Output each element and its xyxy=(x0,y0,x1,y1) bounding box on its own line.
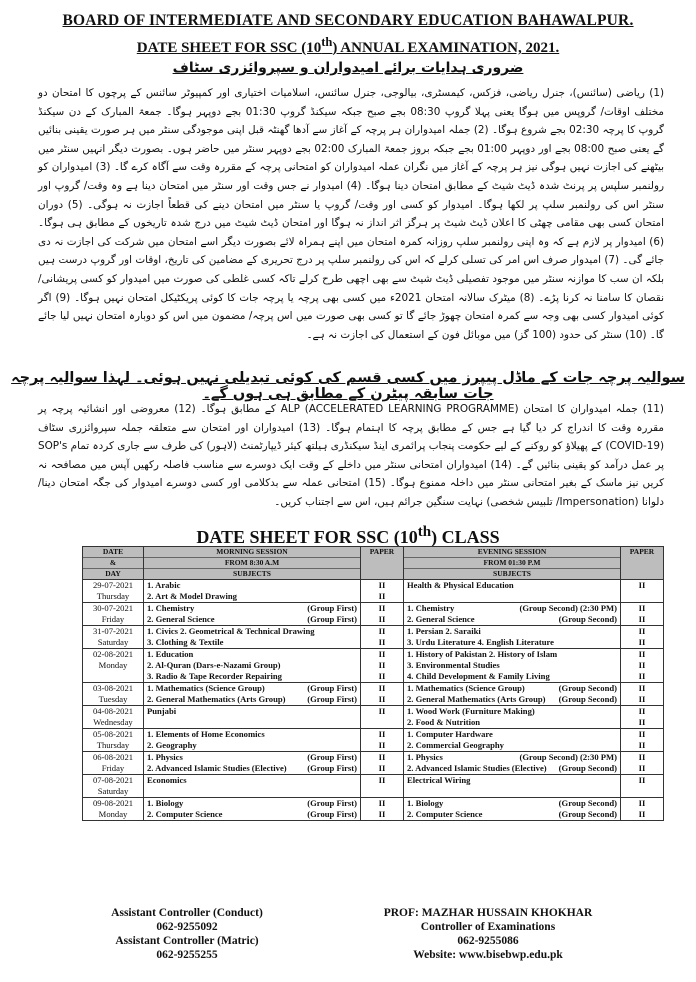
table-row xyxy=(83,729,664,752)
mp-paper-cell xyxy=(361,752,404,775)
subject-name: 1. Education xyxy=(147,649,194,659)
table-row xyxy=(83,798,664,821)
date-cell xyxy=(83,683,144,706)
paper-number: II xyxy=(378,809,386,819)
subject-name: 2. General Mathematics (Arts Group) xyxy=(407,694,546,704)
paper-number: II xyxy=(638,614,646,624)
paper-number: II xyxy=(378,798,386,808)
subject-line xyxy=(407,798,617,809)
mp-paper-cell xyxy=(361,580,404,603)
group-label: (Group Second) xyxy=(558,763,617,773)
subject-name: 2. Advanced Islamic Studies (Elective) xyxy=(147,763,287,773)
subject-line xyxy=(147,729,357,740)
date-cell xyxy=(83,649,144,683)
instructions-text: (1) ریاضی (سائنس)، جنرل ریاضی، فزکس، کیمسٹری، بیالوجی، جنرل سائنس، اسلامیات اختیاری اور کمپیوٹر سائنس کے پرچوں کا امتحان دو مختلف اوقات/ گروپس میں ہوگا یعنی پہلا گروپ 08:30 بجے صبح جبکہ سیکنڈ گروپ 01:30 بجے دوپہر ہوگا۔ جمعۃ المبارک کے دن سیکنڈ گروپ کا پرچہ 02:30 بجے شروع ہوگا۔ (2) جملہ امیدواران ہر پرچہ کے آغاز سے آدھا گھنٹہ قبل اپنی موجودگی سنٹر میں ہر صورت یقینی بنائیں گے یعنی صبح 08:00 بجے اور دوپہر 01:00 بجے جبکہ بروز جمعۃ المبارک 02:00 بجے دوپہر سنٹر میں حاضر ہوں۔ بصورت دیگر انہیں سنٹر میں بیٹھنے کی اجازت نہیں ہوگی نیز ہر پرچہ کے آغاز میں نگران عملہ امیدواران کو امتحانی پرچہ کے مقررہ وقت سے آگاہ کرے گا۔ (3) امیدواران کو رولنمبر سلپس پر پرنٹ شدہ ڈیٹ شیٹ کے مطابق امتحان دینا ہوگا۔ (4) امیدوار نے جس وقت اور سنٹر میں امتحان دینا ہے وہ وقت/ گروپ اور سنٹر اس کی رولنمبر سلپ پر لکھا ہوگا۔ امیدوار کو کسی اور وقت/ گروپ یا سنٹر میں امتحان دینے کی قطعاً اجازت نہ ہوگی۔ (5) دوران امتحان کسی بھی مقامی چھٹی کا اعلان ڈیٹ شیٹ پر ہرگز اثر انداز نہ ہوگا اور امتحان ڈیٹ شیٹ میں درج شدہ تاریخوں کے مطابق ہی ہوگا۔ (6) امیدوار پر لازم ہے کہ وہ اپنی رولنمبر سلپ روزانہ کمرہ امتحان میں اپنے ہمراہ لائے بصورت دیگر اسے امتحان میں شرکت کی اجازت نہ دی جائے گی۔ (7) امیدوار صرف اس امر کی تسلی کرلے کہ اس کی رولنمبر سلپ پر درج تحریری کے مضامین کی تاریخ، اوقات اور گروپ درست ہیں بلکہ ان سب کا موازنہ سنٹر میں موجود تفصیلی ڈیٹ شیٹ سے بھی اچھی طرح کرلے تاکہ کسی غلطی کی صورت میں امیدوار کو کسی پریشانی/ نقصان کا سامنا نہ کرنا پڑے۔ (8) میٹرک سالانہ امتحان 2021ء میں کسی بھی پرچہ یا پرچہ جات کا کوئی پریکٹیکل امتحان نہیں ہوگا۔ (9) اگر کوئی امیدوار کسی بھی وجہ سے کمرہ امتحان چھوڑ جائے گا تو کسی بھی صورت میں اس پرچہ/ مضمون میں اس کو دوبارہ امتحان نہیں لیا جائے گا۔ (10) سنٹر کی حدود (100 گز) میں موبائل فون کے استعمال کی اجازت نہ ہے۔ xyxy=(38,87,665,341)
group-label: (Group Second) xyxy=(519,752,578,762)
subject-name: 1. Physics xyxy=(407,752,443,762)
subject-line xyxy=(407,740,617,751)
table-row xyxy=(83,683,664,706)
group-label: (Group First) xyxy=(307,763,357,773)
subject-line xyxy=(407,729,617,740)
group-label: (Group First) xyxy=(307,752,357,762)
subject-name: 1. Biology xyxy=(407,798,444,808)
subject-name: 1. Wood Work (Furniture Making) xyxy=(407,706,535,716)
day-text: Monday xyxy=(98,660,128,670)
subject-name: Punjabi xyxy=(147,706,177,716)
morning-subjects-cell xyxy=(144,706,361,729)
footer-left-line: Assistant Controller (Conduct) xyxy=(111,907,263,919)
subject-name: Economics xyxy=(147,775,187,785)
group-label: (Group Second) xyxy=(558,683,617,693)
day-text: Wednesday xyxy=(93,717,133,727)
date-cell xyxy=(83,752,144,775)
subject-line xyxy=(147,683,357,694)
subject-line xyxy=(147,626,357,637)
header-cell: DATE xyxy=(83,547,143,558)
header-cell: EVENING SESSION xyxy=(404,547,620,558)
ep-paper-cell xyxy=(621,706,664,729)
paper-number: II xyxy=(378,694,386,704)
paper-number: II xyxy=(378,580,386,590)
morning-subjects-cell xyxy=(144,603,361,626)
day-text: Saturday xyxy=(97,786,129,796)
paper-number: II xyxy=(638,580,646,590)
date-text: 04-08-2021 xyxy=(92,706,134,716)
group-label: (Group Second) xyxy=(558,809,617,819)
subject-name: 2. Advanced Islamic Studies (Elective) xyxy=(407,763,547,773)
table-row xyxy=(83,626,664,649)
subject-line xyxy=(407,660,617,671)
subject-line xyxy=(407,626,617,637)
date-cell xyxy=(83,798,144,821)
date-text: 06-08-2021 xyxy=(92,752,134,762)
ep-paper-cell xyxy=(621,683,664,706)
subject-line xyxy=(147,580,357,591)
ep-paper-cell xyxy=(621,580,664,603)
table-row xyxy=(83,706,664,729)
subject-line xyxy=(147,763,357,774)
day-text: Thursday xyxy=(96,591,130,601)
subject-name: 1. Arabic xyxy=(147,580,181,590)
evening-subjects-cell xyxy=(404,775,621,798)
paper-number: II xyxy=(638,717,646,727)
subject-name: 2. Food & Nutrition xyxy=(407,717,481,727)
model-paper-notice: سوالیہ پرچہ جات کے ماڈل پیپرز میں کسی قسم کی کوئی تبدیلی نہیں ہوئی۔ لہذا سوالیہ پرچہ جات سابقہ پیٹرن کے مطابق ہی ہوں گے۔ xyxy=(11,370,685,402)
group-label: (Group Second) xyxy=(519,603,578,613)
header-cell: FROM 01:30 P.M xyxy=(404,558,620,569)
paper-number: II xyxy=(378,763,386,773)
paper-number: II xyxy=(378,671,386,681)
table-row xyxy=(83,752,664,775)
paper-number: II xyxy=(638,671,646,681)
group-label: (Group Second) xyxy=(558,614,617,624)
ds-title-pre: DATE SHEET FOR SSC (10 xyxy=(196,527,418,547)
subject-name: 1. Chemistry xyxy=(407,603,455,613)
subject-line xyxy=(147,649,357,660)
header-morning xyxy=(144,547,361,580)
subject-name: 2. Computer Science xyxy=(147,809,223,819)
heading-post: ) ANNUAL EXAMINATION, 2021. xyxy=(332,40,560,56)
subject-line xyxy=(407,706,617,717)
mp-paper-cell xyxy=(361,706,404,729)
date-text: 09-08-2021 xyxy=(92,798,134,808)
subject-name: 1. Elements of Home Economics xyxy=(147,729,265,739)
subject-name: 2. Commercial Geography xyxy=(407,740,504,750)
instructions-text-2: (11) جملہ امیدواران کا امتحان ALP (ACCELERATED LEARNING PROGRAMME) کے مطابق ہوگا۔ (12) معروضی اور انشائیہ پرچہ پر مقررہ وقت کا اندراج کر دیا گیا ہے جس کے مطابق پرچہ کا اہتمام ہوگا۔ (13) امیدواران اور امتحان سے متعلقہ جملہ سپروائزری سٹاف (COVID-19) کے پھیلاؤ کو روکنے کے لیے حکومت پنجاب پرائمری اینڈ سیکنڈری ہیلتھ کیئر ڈیپارٹمنٹ (لاہور) کی طرف سے جاری کردہ تمام SOP's پر عمل درآمد کو یقینی بنائیں گے۔ (14) امیدواران امتحانی سنٹر میں داخلے کے وقت ایک دوسرے سے مناسب فاصلہ رکھیں آپس میں مصافحہ نہ کریں نیز ماسک کے بغیر امتحانی سنٹر میں داخلہ ممنوع ہوگا۔ (15) امتحانی عملہ سے بدکلامی اور کسی دوسرے امیدوار کی جگہ امتحان دینا/ دلوانا (Impersonation/ تلبیس شخصی) نہایت سنگین جرائم ہیں، اس سے اجتناب کریں۔ xyxy=(38,403,665,508)
footer-website[interactable]: Website: www.bisebwp.edu.pk xyxy=(413,949,563,961)
subject-name: 1. Physics xyxy=(147,752,183,762)
paper-number: II xyxy=(378,740,386,750)
time-label: (2:30 PM) xyxy=(580,752,617,762)
day-text: Friday xyxy=(101,614,125,624)
table-row xyxy=(83,649,664,683)
evening-subjects-cell xyxy=(404,683,621,706)
date-text: 31-07-2021 xyxy=(92,626,134,636)
subject-line xyxy=(407,637,617,648)
evening-subjects-cell xyxy=(404,798,621,821)
subject-name: 3. Urdu Literature 4. English Literature xyxy=(407,637,554,647)
ep-paper-cell xyxy=(621,775,664,798)
paper-number: II xyxy=(638,798,646,808)
paper-number: II xyxy=(638,706,646,716)
subject-line xyxy=(407,752,617,763)
subject-name: 2. Computer Science xyxy=(407,809,483,819)
group-label: (Group Second) xyxy=(558,694,617,704)
instructions-title: ضروری ہدایات برائے امیدواران و سپروائزری سٹاف xyxy=(172,60,524,76)
day-text: Saturday xyxy=(97,637,129,647)
subject-name: 2. Art & Model Drawing xyxy=(147,591,237,601)
subject-name: 3. Radio & Tape Recorder Repairing xyxy=(147,671,282,681)
header-cell: DAY xyxy=(105,569,121,578)
subject-name: 3. Environmental Studies xyxy=(407,660,500,670)
paper-number: II xyxy=(638,694,646,704)
paper-number: II xyxy=(638,729,646,739)
evening-subjects-cell xyxy=(404,603,621,626)
subject-name: 1. Mathematics (Science Group) xyxy=(147,683,265,693)
datesheet-heading xyxy=(0,35,696,57)
morning-subjects-cell xyxy=(144,683,361,706)
date-text: 05-08-2021 xyxy=(92,729,134,739)
group-label: (Group First) xyxy=(307,694,357,704)
ep-paper-cell xyxy=(621,626,664,649)
subject-line xyxy=(407,694,617,705)
subject-name: 1. Persian 2. Saraiki xyxy=(407,626,481,636)
subject-line xyxy=(147,671,357,682)
subject-name: 4. Child Development & Family Living xyxy=(407,671,550,681)
subject-line xyxy=(407,683,617,694)
morning-subjects-cell xyxy=(144,798,361,821)
date-text: 07-08-2021 xyxy=(92,775,134,785)
header-paper: PAPER xyxy=(361,547,404,580)
paper-number: II xyxy=(638,740,646,750)
table-header-row xyxy=(83,547,664,580)
day-text: Friday xyxy=(101,763,125,773)
date-cell xyxy=(83,626,144,649)
ep-paper-cell xyxy=(621,603,664,626)
subject-line xyxy=(407,580,617,591)
time-label: (2:30 PM) xyxy=(580,603,617,613)
evening-subjects-cell xyxy=(404,752,621,775)
mp-paper-cell xyxy=(361,603,404,626)
paper-number: II xyxy=(638,775,646,785)
mp-paper-cell xyxy=(361,683,404,706)
paper-number: II xyxy=(378,752,386,762)
subject-line xyxy=(147,637,357,648)
ep-paper-cell xyxy=(621,649,664,683)
footer-controller xyxy=(338,906,638,962)
date-cell xyxy=(83,775,144,798)
paper-number: II xyxy=(378,603,386,613)
board-title-text: BOARD OF INTERMEDIATE AND SECONDARY EDUCATION BAHAWALPUR. xyxy=(62,12,634,29)
subject-name: 2. Geography xyxy=(147,740,197,750)
footer-left-line: 062-9255092 xyxy=(156,921,218,933)
paper-number: II xyxy=(638,649,646,659)
table-row xyxy=(83,775,664,798)
header-cell: SUBJECTS xyxy=(493,569,531,578)
subject-line xyxy=(147,798,357,809)
header-cell: & xyxy=(83,558,143,569)
subject-name: 1. Civics 2. Geometrical & Technical Drawing xyxy=(147,626,315,636)
paper-number: II xyxy=(638,763,646,773)
subject-line xyxy=(147,809,357,820)
subject-name: 1. Computer Hardware xyxy=(407,729,493,739)
paper-number: II xyxy=(638,603,646,613)
date-cell xyxy=(83,729,144,752)
subject-name: 2. General Science xyxy=(147,614,215,624)
table-row xyxy=(83,603,664,626)
paper-number: II xyxy=(378,626,386,636)
subject-line xyxy=(147,591,357,602)
paper-number: II xyxy=(378,729,386,739)
header-cell: FROM 8:30 A.M xyxy=(144,558,360,569)
paper-number: II xyxy=(378,775,386,785)
morning-subjects-cell xyxy=(144,580,361,603)
subject-name: 1. History of Pakistan 2. History of Islam xyxy=(407,649,558,659)
header-evening xyxy=(404,547,621,580)
paper-number: II xyxy=(378,706,386,716)
footer-right-line: PROF: MAZHAR HUSSAIN KHOKHAR xyxy=(383,907,593,919)
day-text: Thursday xyxy=(96,740,130,750)
evening-subjects-cell xyxy=(404,626,621,649)
ep-paper-cell xyxy=(621,752,664,775)
morning-subjects-cell xyxy=(144,649,361,683)
ds-title-post: ) CLASS xyxy=(431,527,500,547)
footer-left-line: 062-9255255 xyxy=(156,949,218,961)
footer-assistant-controllers xyxy=(72,906,302,962)
paper-number: II xyxy=(378,683,386,693)
ds-title-sup: th xyxy=(417,524,432,540)
subject-line xyxy=(407,671,617,682)
footer-right-line: Controller of Examinations xyxy=(420,921,556,933)
ep-paper-cell xyxy=(621,729,664,752)
subject-line xyxy=(407,717,617,728)
paper-number: II xyxy=(638,637,646,647)
date-cell xyxy=(83,603,144,626)
subject-line xyxy=(407,614,617,625)
mp-paper-cell xyxy=(361,729,404,752)
header-paper-2: PAPER xyxy=(621,547,664,580)
subject-name: 2. General Mathematics (Arts Group) xyxy=(147,694,286,704)
subject-line xyxy=(147,603,357,614)
heading-pre: DATE SHEET FOR SSC (10 xyxy=(136,40,322,56)
date-text: 29-07-2021 xyxy=(92,580,134,590)
paper-number: II xyxy=(638,809,646,819)
paper-number: II xyxy=(638,752,646,762)
morning-subjects-cell xyxy=(144,729,361,752)
footer-right-line: 062-9255086 xyxy=(457,935,519,947)
ep-paper-cell xyxy=(621,798,664,821)
subject-line xyxy=(147,752,357,763)
paper-number: II xyxy=(638,660,646,670)
morning-subjects-cell xyxy=(144,752,361,775)
subject-line xyxy=(407,603,617,614)
subject-line xyxy=(147,694,357,705)
mp-paper-cell xyxy=(361,775,404,798)
subject-line xyxy=(407,809,617,820)
paper-number: II xyxy=(638,626,646,636)
subject-line xyxy=(147,614,357,625)
subject-name: 1. Chemistry xyxy=(147,603,195,613)
date-cell xyxy=(83,706,144,729)
subject-line xyxy=(147,775,357,786)
group-label: (Group First) xyxy=(307,614,357,624)
morning-subjects-cell xyxy=(144,626,361,649)
subject-name: Health & Physical Education xyxy=(407,580,514,590)
subject-line xyxy=(147,740,357,751)
datesheet-title xyxy=(0,524,696,548)
date-cell xyxy=(83,580,144,603)
subject-line xyxy=(407,763,617,774)
subject-line xyxy=(147,660,357,671)
evening-subjects-cell xyxy=(404,649,621,683)
mp-paper-cell xyxy=(361,626,404,649)
paper-number: II xyxy=(378,614,386,624)
heading-sup: th xyxy=(321,35,333,49)
header-cell: SUBJECTS xyxy=(233,569,271,578)
group-label: (Group First) xyxy=(307,683,357,693)
subject-line xyxy=(407,775,617,786)
table-row xyxy=(83,580,664,603)
board-title xyxy=(0,12,696,30)
paper-number: II xyxy=(638,683,646,693)
footer-left-line: Assistant Controller (Matric) xyxy=(115,935,259,947)
subject-name: 1. Biology xyxy=(147,798,184,808)
subject-name: 2. General Science xyxy=(407,614,475,624)
group-label: (Group Second) xyxy=(558,798,617,808)
subject-line xyxy=(407,649,617,660)
group-label: (Group First) xyxy=(307,603,357,613)
mp-paper-cell xyxy=(361,649,404,683)
evening-subjects-cell xyxy=(404,729,621,752)
header-date xyxy=(83,547,144,580)
header-cell: MORNING SESSION xyxy=(144,547,360,558)
subject-name: Electrical Wiring xyxy=(407,775,471,785)
mp-paper-cell xyxy=(361,798,404,821)
date-text: 02-08-2021 xyxy=(92,649,134,659)
subject-name: 2. Al-Quran (Dars-e-Nazami Group) xyxy=(147,660,281,670)
paper-number: II xyxy=(378,660,386,670)
evening-subjects-cell xyxy=(404,706,621,729)
subject-name: 1. Mathematics (Science Group) xyxy=(407,683,525,693)
day-text: Tuesday xyxy=(98,694,128,704)
paper-number: II xyxy=(378,637,386,647)
paper-number: II xyxy=(378,591,386,601)
date-text: 30-07-2021 xyxy=(92,603,134,613)
subject-name: 3. Clothing & Textile xyxy=(147,637,224,647)
subject-line xyxy=(147,706,357,717)
group-label: (Group First) xyxy=(307,798,357,808)
group-label: (Group First) xyxy=(307,809,357,819)
morning-subjects-cell xyxy=(144,775,361,798)
date-text: 03-08-2021 xyxy=(92,683,134,693)
day-text: Monday xyxy=(98,809,128,819)
evening-subjects-cell xyxy=(404,580,621,603)
paper-number: II xyxy=(378,649,386,659)
datesheet-table xyxy=(82,546,664,821)
